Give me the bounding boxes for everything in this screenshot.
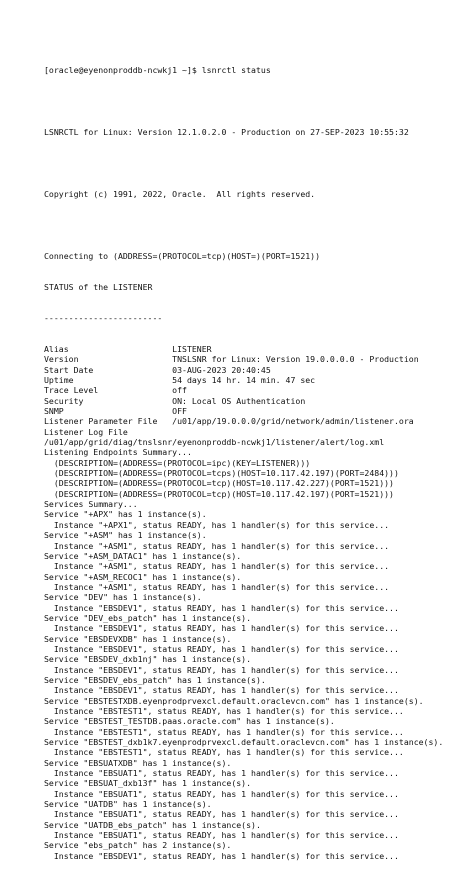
blank-line	[44, 220, 470, 230]
output-line: Instance "+APX1", status READY, has 1 handler(s) for this service...	[44, 519, 390, 530]
output-line: Service "EBSTEST_TESTDB.paas.oracle.com" has 1 instance(s).	[44, 716, 335, 727]
output-line: Instance "EBSDEV1", status READY, has 1 handler(s) for this service...	[44, 643, 399, 654]
divider-line: ------------------------	[44, 312, 163, 323]
output-line: Service "ebs_patch" has 2 instance(s).	[44, 840, 232, 851]
output-line: Service "EBSUAT_dxb13f" has 1 instance(s).	[44, 778, 252, 789]
output-line: Service "+ASM" has 1 instance(s).	[44, 530, 207, 541]
output-line: Uptime 54 days 14 hr. 14 min. 47 sec	[44, 375, 316, 385]
output-line: Instance "EBSUAT1", status READY, has 1 handler(s) for this service...	[44, 788, 399, 799]
output-line: SNMP OFF	[44, 406, 187, 417]
output-line: Service "EBSDEVXDB" has 1 instance(s).	[44, 633, 232, 644]
status-header: STATUS of the LISTENER	[44, 281, 153, 292]
status-lines	[44, 344, 470, 861]
output-line: Service "UATDB" has 1 instance(s).	[44, 799, 212, 810]
blank-line	[44, 96, 470, 106]
output-line: Service "+ASM_RECOC1" has 1 instance(s).	[44, 571, 242, 582]
blank-line	[44, 158, 470, 168]
output-line: Instance "EBSTEST1", status READY, has 1 handler(s) for this service...	[44, 747, 404, 758]
output-line: Listening Endpoints Summary...	[44, 447, 192, 458]
output-line: Instance "EBSUAT1", status READY, has 1 handler(s) for this service...	[44, 809, 399, 820]
output-line: Instance "EBSTEST1", status READY, has 1 handler(s) for this service...	[44, 706, 404, 716]
output-line: Instance "EBSDEV1", status READY, has 1 handler(s) for this service...	[44, 664, 399, 675]
output-line: (DESCRIPTION=(ADDRESS=(PROTOCOL=ipc)(KEY=LISTENER)))	[44, 457, 311, 468]
output-line: Instance "EBSDEV1", status READY, has 1 handler(s) for this service...	[44, 602, 399, 613]
output-line: Service "EBSUATXDB" has 1 instance(s).	[44, 757, 232, 768]
output-line: Instance "EBSTEST1", status READY, has 1 handler(s) for this service...	[44, 726, 404, 737]
output-line: Instance "EBSUAT1", status READY, has 1 handler(s) for this service...	[44, 768, 399, 779]
output-line: (DESCRIPTION=(ADDRESS=(PROTOCOL=tcp)(HOST=10.117.42.227)(PORT=1521)))	[44, 478, 394, 489]
output-line: /u01/app/grid/diag/tnslsnr/eyenonproddb-ncwkj1/listener/alert/log.xml	[44, 437, 385, 448]
output-line: Services Summary...	[44, 499, 138, 510]
output-line: Security ON: Local OS Authentication	[44, 395, 306, 406]
shell-prompt: [oracle@eyenonproddb-ncwkj1 ~]$ lsnrctl status	[44, 64, 271, 75]
lsnrctl-banner: LSNRCTL for Linux: Version 12.1.0.2.0 - Production on 27-SEP-2023 10:55:32	[44, 126, 409, 137]
output-line: Trace Level off	[44, 385, 187, 396]
output-line: Service "UATDB_ebs_patch" has 1 instance(s).	[44, 819, 261, 830]
output-line: Service "DEV_ebs_patch" has 1 instance(s).	[44, 612, 252, 623]
output-line: Service "DEV" has 1 instance(s).	[44, 592, 202, 603]
output-line: Instance "+ASM1", status READY, has 1 handler(s) for this service...	[44, 540, 390, 551]
connecting-line: Connecting to (ADDRESS=(PROTOCOL=tcp)(HOST=)(PORT=1521))	[44, 250, 321, 261]
output-line: Instance "+ASM1", status READY, has 1 handler(s) for this service...	[44, 561, 390, 572]
output-line: (DESCRIPTION=(ADDRESS=(PROTOCOL=tcp)(HOST=10.117.42.197)(PORT=1521)))	[44, 488, 394, 499]
output-line: Instance "EBSDEV1", status READY, has 1 handler(s) for this service...	[44, 850, 399, 861]
output-line: Instance "+ASM1", status READY, has 1 handler(s) for this service...	[44, 581, 390, 592]
output-line: Service "EBSTEST_dxb1k7.eyenprodprvexcl.default.oraclevcn.com" has 1 instance(s).	[44, 737, 444, 748]
output-line: Start Date 03-AUG-2023 20:40:45	[44, 364, 271, 375]
output-line: Instance "EBSDEV1", status READY, has 1 handler(s) for this service...	[44, 623, 399, 634]
copyright-line: Copyright (c) 1991, 2022, Oracle. All rights reserved.	[44, 188, 316, 199]
output-line: Service "+ASM_DATAC1" has 1 instance(s).	[44, 550, 242, 561]
output-line: Instance "EBSUAT1", status READY, has 1 handler(s) for this service...	[44, 830, 399, 841]
output-line: Service "EBSTESTXDB.eyenprodprvexcl.default.oraclevcn.com" has 1 instance(s).	[44, 695, 424, 706]
output-line: Listener Parameter File /u01/app/19.0.0.0/grid/network/admin/listener.ora	[44, 416, 414, 427]
output-line: Listener Log File	[44, 426, 128, 437]
output-line: Service "EBSDEV_ebs_patch" has 1 instance(s).	[44, 674, 266, 685]
output-line: Service "+APX" has 1 instance(s).	[44, 509, 207, 520]
output-line: Version TNSLSNR for Linux: Version 19.0.0.0.0 - Production	[44, 354, 419, 365]
output-line: Service "EBSDEV_dxb1nj" has 1 instance(s).	[44, 654, 252, 665]
output-line: Alias LISTENER	[44, 343, 212, 354]
output-line: (DESCRIPTION=(ADDRESS=(PROTOCOL=tcps)(HOST=10.117.42.197)(PORT=2484)))	[44, 468, 399, 479]
terminal-output	[44, 44, 470, 872]
output-line: Instance "EBSDEV1", status READY, has 1 handler(s) for this service...	[44, 685, 399, 696]
